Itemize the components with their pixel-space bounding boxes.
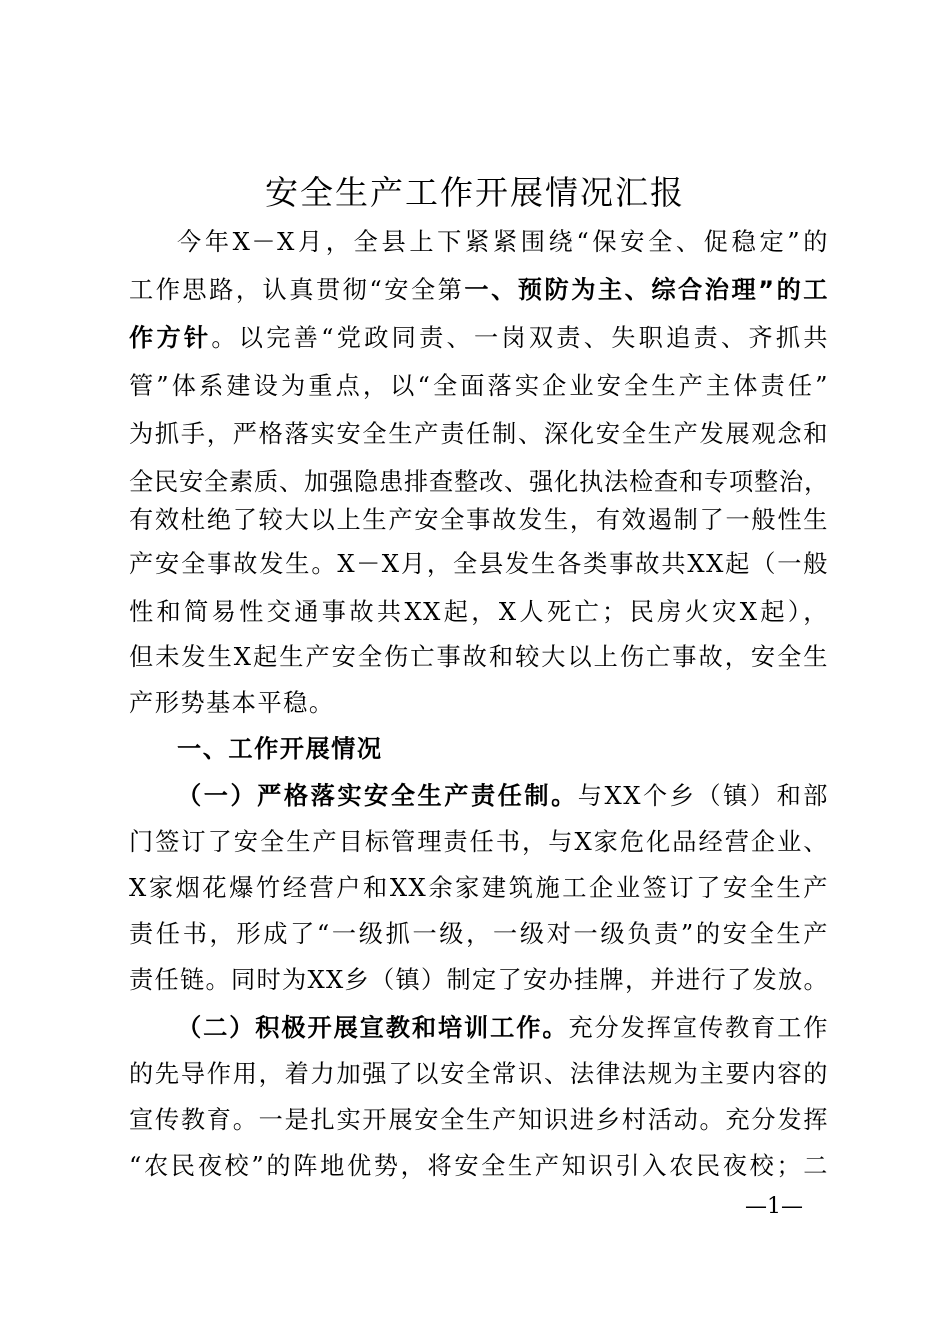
bold-text-run: 一、预防为主、综合治理”的工	[464, 276, 829, 304]
paragraph-line: 性和简易性交通事故共XX起，X人死亡；民房火灾X起），	[129, 598, 829, 626]
paragraph-line: X家烟花爆竹经营户和XX余家建筑施工企业签订了安全生产	[129, 874, 829, 902]
paragraph-line: 为抓手，严格落实安全生产责任制、深化安全生产发展观念和	[129, 420, 829, 448]
paragraph-line	[129, 318, 829, 358]
bold-text-run: 作方针	[129, 324, 212, 352]
paragraph-line	[129, 270, 829, 310]
text-run: 与XX个乡（镇）和部	[577, 782, 829, 810]
paragraph-line: 产安全事故发生。X－X月，全县发生各类事故共XX起（一般	[129, 550, 829, 578]
paragraph-line: 今年X－X月，全县上下紧紧围绕“保安全、促稳定”的	[177, 228, 829, 256]
paragraph-line	[177, 776, 829, 816]
subheading-run: （一）严格落实安全生产责任制。	[177, 782, 578, 810]
paragraph-line: 门签订了安全生产目标管理责任书，与X家危化品经营企业、	[129, 828, 829, 856]
paragraph-line: 产形势基本平稳。	[129, 689, 335, 717]
page-number: —1—	[745, 1194, 803, 1219]
text-run: 充分发挥宣传教育工作	[568, 1014, 829, 1042]
paragraph-line: 宣传教育。一是扎实开展安全生产知识进乡村活动。充分发挥	[129, 1106, 829, 1134]
paragraph-line: 管”体系建设为重点，以“全面落实企业安全生产主体责任”	[129, 372, 829, 400]
text-run: 工作思路，认真贯彻“安全第	[129, 276, 465, 304]
document-title: 安全生产工作开展情况汇报	[265, 173, 685, 212]
paragraph-line: 但未发生X起生产安全伤亡事故和较大以上伤亡事故，安全生	[129, 643, 829, 671]
paragraph-line: 责任书，形成了“一级抓一级，一级对一级负责”的安全生产	[129, 920, 829, 948]
paragraph-line: “农民夜校”的阵地优势，将安全生产知识引入农民夜校；二	[129, 1152, 829, 1180]
paragraph-line: 有效杜绝了较大以上生产安全事故发生，有效遏制了一般性生	[129, 506, 829, 534]
paragraph-line: 全民安全素质、加强隐患排查整改、强化执法检查和专项整治，	[129, 468, 829, 496]
paragraph-line	[177, 1008, 829, 1048]
paragraph-line: 责任链。同时为XX乡（镇）制定了安办挂牌，并进行了发放。	[129, 966, 829, 994]
subheading-run: （二）积极开展宣教和培训工作。	[177, 1014, 569, 1042]
paragraph-line: 的先导作用，着力加强了以安全常识、法律法规为主要内容的	[129, 1060, 829, 1088]
section-heading: 一、工作开展情况	[177, 735, 383, 763]
text-run: 。以完善“党政同责、一岗双责、失职追责、齐抓共	[211, 324, 829, 352]
